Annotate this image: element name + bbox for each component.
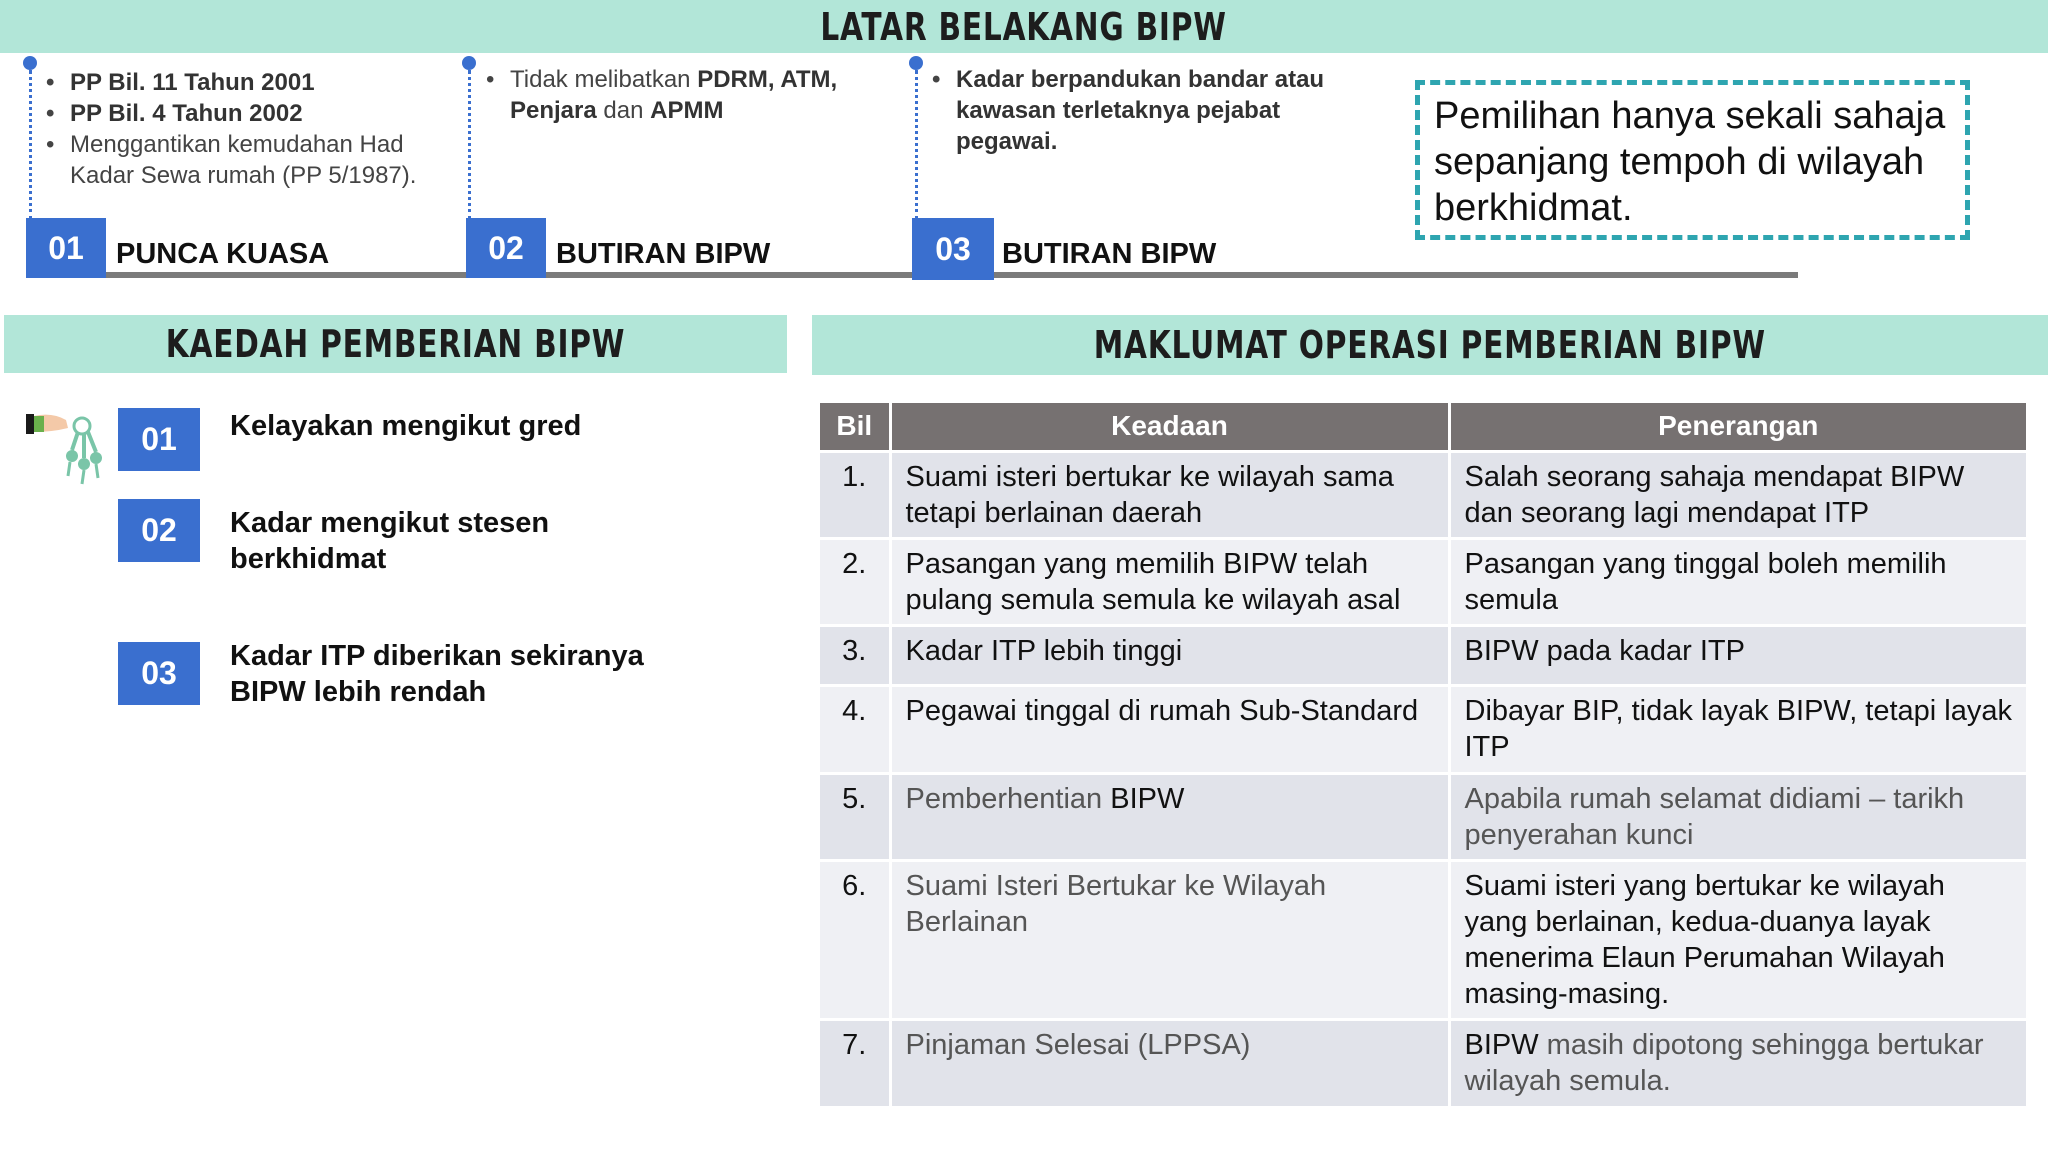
row-keadaan [890,773,1449,860]
row-penerangan: Salah seorang sahaja mendapat BIPW dan seorang lagi mendapat ITP [1449,451,2026,538]
column-header: Keadaan [890,403,1449,451]
left-section-title: KAEDAH PEMBERIAN BIPW [165,322,626,366]
timeline-3-bullets [928,64,1328,157]
timeline-dotted-line [29,70,32,220]
top-banner [0,0,2048,53]
row-number: 2. [820,538,890,625]
right-section-banner [812,315,2048,375]
table-row [820,685,2026,773]
operations-table [820,403,2026,1106]
table-row [820,773,2026,860]
row-penerangan: BIPW pada kadar ITP [1449,625,2026,685]
bullet-item: • PP Bil. 4 Tahun 2002 [42,98,462,129]
bullet-item: • Kadar berpandukan bandar atau kawasan terletaknya pejabat pegawai. [928,64,1328,157]
timeline-dot-icon [909,56,923,70]
method-number-badge: 03 [118,642,200,705]
bullet-text: Tidak melibatkan [510,66,698,93]
row-keadaan: Pinjaman Selesai (LPPSA) [890,1019,1449,1106]
method-text: Kadar ITP diberikan sekiranya BIPW lebih rendah [230,640,644,708]
row-number: 1. [820,451,890,538]
row-keadaan: Suami Isteri Bertukar ke Wilayah Berlainan [890,860,1449,1019]
method-text: Kelayakan mengikut gred [230,410,582,442]
row-penerangan: Dibayar BIP, tidak layak BIPW, tetapi layak ITP [1449,685,2026,773]
column-header: Bil [820,403,890,451]
keys-icon [22,406,102,486]
step-number-badge: 02 [466,218,546,278]
row-penerangan: Pasangan yang tinggal boleh memilih semula [1449,538,2026,625]
table-row [820,538,2026,625]
penerangan-text: masih dipotong sehingga bertukar wilayah semula. [1464,1028,1984,1097]
method-number-badge: 01 [118,408,200,471]
table-row [820,1019,2026,1106]
bullet-item: • PP Bil. 11 Tahun 2001 [42,67,462,98]
step-number-badge: 03 [912,218,994,280]
row-keadaan: Kadar ITP lebih tinggi [890,625,1449,685]
timeline-dotted-line [915,70,918,220]
keadaan-text: Pemberhentian [905,782,1111,815]
timeline-dot-icon [23,56,37,70]
row-keadaan: Pasangan yang memilih BIPW telah pulang semula semula ke wilayah asal [890,538,1449,625]
row-penerangan [1449,1019,2026,1106]
row-keadaan: Suami isteri bertukar ke wilayah sama tetapi berlainan daerah [890,451,1449,538]
timeline-1-bullets [42,67,462,191]
right-section-title: MAKLUMAT OPERASI PEMBERIAN BIPW [1093,323,1767,367]
method-text: Kadar mengikut stesen berkhidmat [230,507,550,575]
step-label: PUNCA KUASA [116,238,330,270]
row-number: 3. [820,625,890,685]
row-number: 4. [820,685,890,773]
left-section-banner [4,315,787,373]
page-title: LATAR BELAKANG BIPW [820,4,1228,49]
keadaan-emphasis: BIPW [1110,782,1185,815]
row-keadaan: Pegawai tinggal di rumah Sub-Standard [890,685,1449,773]
row-number: 5. [820,773,890,860]
bullet-item: • Menggantikan kemudahan Had Kadar Sewa rumah (PP 5/1987). [42,129,462,191]
table-header-row [820,403,2026,451]
row-number: 6. [820,860,890,1019]
step-label: BUTIRAN BIPW [1002,238,1217,270]
table-row [820,451,2026,538]
penerangan-emphasis: BIPW [1464,1028,1539,1061]
row-penerangan: Apabila rumah selamat didiami – tarikh penyerahan kunci [1449,773,2026,860]
bullet-bold-text: APMM [650,97,724,124]
table-row [820,625,2026,685]
table-row [820,860,2026,1019]
column-header: Penerangan [1449,403,2026,451]
bullet-item [482,64,892,126]
callout-box: Pemilihan hanya sekali sahaja sepanjang tempoh di wilayah berkhidmat. [1415,80,1970,240]
step-label: BUTIRAN BIPW [556,238,771,270]
row-number: 7. [820,1019,890,1106]
step-number-badge: 01 [26,218,106,278]
bullet-bold-text: PDRM, ATM, Penjara [510,66,838,124]
bullet-text: dan [596,97,651,124]
row-penerangan: Suami isteri yang bertukar ke wilayah yang berlainan, kedua-duanya layak menerima Elaun Perumahan Wilayah masing-masing. [1449,860,2026,1019]
timeline-dot-icon [462,56,476,70]
method-number-badge: 02 [118,499,200,562]
timeline-2-bullets [482,64,892,126]
timeline-dotted-line [468,70,471,220]
